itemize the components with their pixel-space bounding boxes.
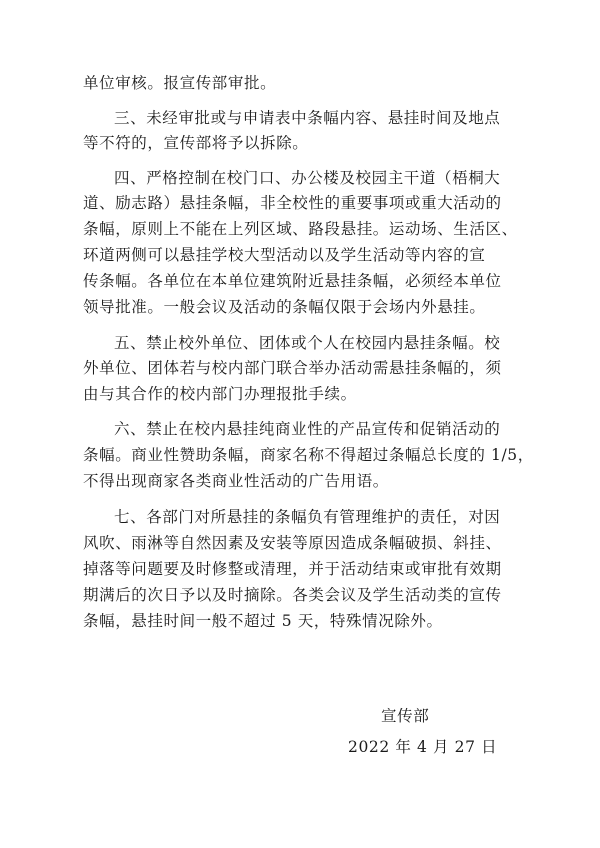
- signature-department: 宣传部: [381, 707, 430, 725]
- text-line: 七、各部门对所悬挂的条幅负有管理维护的责任，对因: [114, 508, 501, 526]
- text-line: 期满后的次日予以及时摘除。各类会议及学生活动类的宣传: [83, 586, 502, 604]
- text-line: 风吹、雨淋等自然因素及安装等原因造成条幅破损、斜挂、: [83, 534, 502, 552]
- text-line: 道、励志路）悬挂条幅，非全校性的重要事项或重大活动的: [83, 194, 502, 212]
- text-line: 条幅，原则上不能在上列区域、路段悬挂。运动场、生活区、: [83, 220, 518, 238]
- text-line: 不得出现商家各类商业性活动的广告用语。: [83, 472, 389, 490]
- text-line: 外单位、团体若与校内部门联合举办活动需悬挂条幅的，须: [83, 359, 502, 377]
- text-line: 掉落等问题要及时修整或清理，并于活动结束或审批有效期: [83, 560, 502, 578]
- text-line: 环道两侧可以悬挂学校大型活动以及学生活动等内容的宣: [83, 246, 486, 264]
- text-line: 单位审核。报宣传部审批。: [83, 74, 277, 92]
- text-line: 等不符的，宣传部将予以拆除。: [83, 134, 309, 152]
- text-line: 六、禁止在校内悬挂纯商业性的产品宣传和促销活动的: [114, 420, 501, 438]
- signature-date: 2022 年 4 月 27 日: [348, 738, 498, 756]
- text-line: 五、禁止校外单位、团体或个人在校园内悬挂条幅。校: [114, 334, 501, 352]
- text-line: 条幅。商业性赞助条幅，商家名称不得超过条幅总长度的 1/5，: [83, 446, 534, 464]
- text-line: 四、严格控制在校门口、办公楼及校园主干道（梧桐大: [114, 169, 501, 187]
- text-line: 领导批准。一般会议及活动的条幅仅限于会场内外悬挂。: [83, 298, 486, 316]
- text-line: 条幅，悬挂时间一般不超过 5 天，特殊情况除外。: [83, 612, 443, 630]
- text-line: 三、未经审批或与申请表中条幅内容、悬挂时间及地点: [114, 109, 501, 127]
- text-line: 由与其合作的校内部门办理报批手续。: [83, 385, 357, 403]
- text-line: 传条幅。各单位在本单位建筑附近悬挂条幅，必须经本单位: [83, 272, 502, 290]
